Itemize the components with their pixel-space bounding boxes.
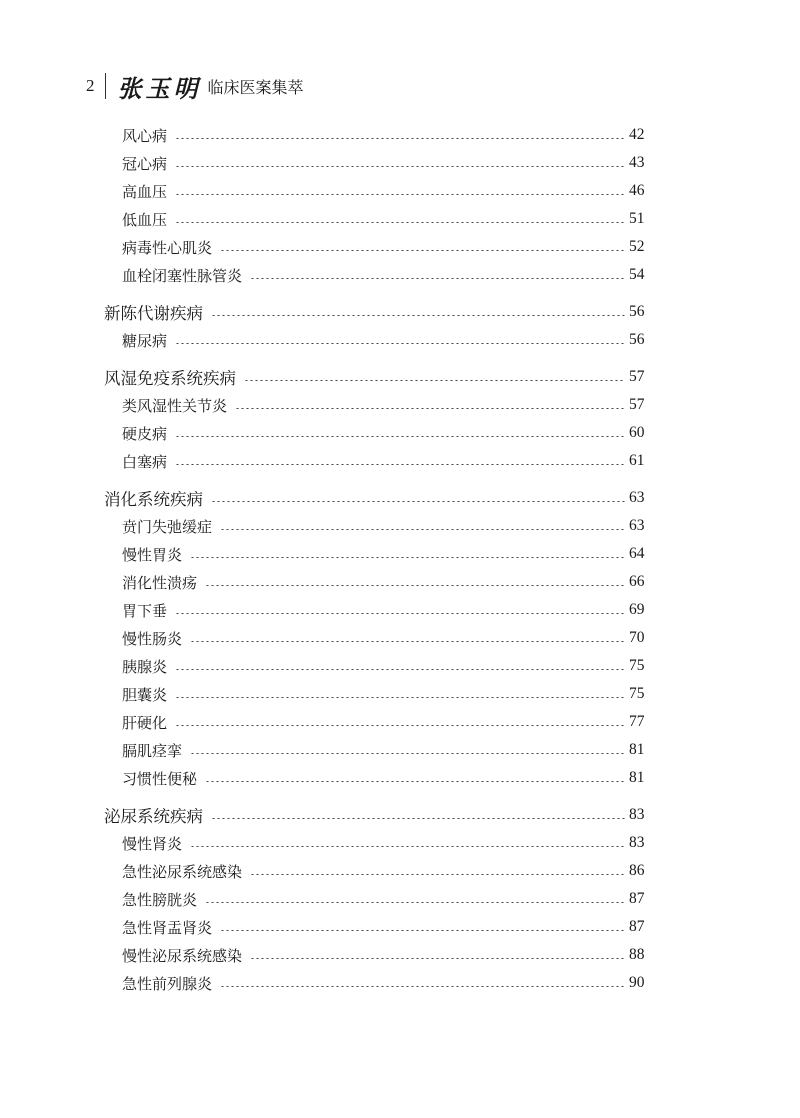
page-ref: 81	[629, 769, 645, 786]
toc-entry[interactable]	[0, 624, 800, 652]
entry-title: 病毒性心肌炎	[122, 238, 213, 257]
entry-title: 习惯性便秘	[122, 769, 198, 788]
page-ref: 87	[629, 918, 645, 935]
toc-entry[interactable]	[0, 568, 800, 596]
page-ref: 90	[629, 974, 645, 991]
dot-leader	[175, 343, 625, 344]
section-title: 消化系统疾病	[104, 490, 203, 509]
toc-entry[interactable]	[0, 205, 800, 233]
entry-title: 贲门失弛缓症	[122, 517, 213, 536]
toc-entry[interactable]	[0, 941, 800, 969]
page-ref: 57	[629, 368, 645, 385]
entry-title: 慢性胃炎	[122, 545, 183, 564]
dot-leader	[244, 380, 625, 381]
entry-title: 糖尿病	[122, 331, 168, 350]
entry-title: 风心病	[122, 126, 168, 145]
page-ref: 77	[629, 713, 645, 730]
page-ref: 83	[629, 834, 645, 851]
toc-section	[0, 484, 800, 792]
dot-leader	[211, 818, 625, 819]
page-ref: 61	[629, 452, 645, 469]
entry-title: 类风湿性关节炎	[122, 396, 228, 415]
page-number: 2	[86, 76, 95, 95]
entry-title: 胰腺炎	[122, 657, 168, 676]
dot-leader	[175, 697, 625, 698]
page-ref: 63	[629, 489, 645, 506]
toc-section-heading[interactable]	[0, 801, 800, 829]
entry-title: 胃下垂	[122, 601, 168, 620]
entry-title: 胆囊炎	[122, 685, 168, 704]
toc-section-heading[interactable]	[0, 484, 800, 512]
toc-entry[interactable]	[0, 969, 800, 997]
dot-leader	[175, 669, 625, 670]
entry-title: 急性肾盂肾炎	[122, 918, 213, 937]
entry-title: 急性前列腺炎	[122, 974, 213, 993]
dot-leader	[175, 138, 625, 139]
toc-section	[0, 298, 800, 354]
dot-leader	[175, 166, 625, 167]
entry-title: 慢性肾炎	[122, 834, 183, 853]
entry-title: 白塞病	[122, 452, 168, 471]
entry-title: 肝硬化	[122, 713, 168, 732]
page-ref: 43	[629, 154, 645, 171]
page-ref: 52	[629, 238, 645, 255]
entry-title: 硬皮病	[122, 424, 168, 443]
page-ref: 63	[629, 517, 645, 534]
page-ref: 66	[629, 573, 645, 590]
entry-title: 高血压	[122, 182, 168, 201]
page-ref: 75	[629, 657, 645, 674]
toc-section-heading[interactable]	[0, 298, 800, 326]
page-ref: 46	[629, 182, 645, 199]
entry-title: 低血压	[122, 210, 168, 229]
toc-entry[interactable]	[0, 857, 800, 885]
section-title: 风湿免疫系统疾病	[104, 369, 236, 388]
entry-title: 血栓闭塞性脉管炎	[122, 266, 243, 285]
toc-entry[interactable]	[0, 596, 800, 624]
toc-entry[interactable]	[0, 764, 800, 792]
page-header	[86, 72, 304, 103]
section-title: 新陈代谢疾病	[104, 304, 203, 323]
entry-title: 冠心病	[122, 154, 168, 173]
toc-entry[interactable]	[0, 149, 800, 177]
toc-section	[0, 121, 800, 289]
toc-entry[interactable]	[0, 391, 800, 419]
toc-section	[0, 363, 800, 475]
dot-leader	[190, 846, 625, 847]
page-ref: 64	[629, 545, 645, 562]
dot-leader	[235, 408, 625, 409]
page-ref: 83	[629, 806, 645, 823]
page-ref: 42	[629, 126, 645, 143]
toc-entry[interactable]	[0, 447, 800, 475]
page-ref: 57	[629, 396, 645, 413]
dot-leader	[175, 222, 625, 223]
toc-entry[interactable]	[0, 326, 800, 354]
toc-entry[interactable]	[0, 913, 800, 941]
toc-entry[interactable]	[0, 261, 800, 289]
dot-leader	[211, 501, 625, 502]
dot-leader	[205, 585, 625, 586]
toc-entry[interactable]	[0, 233, 800, 261]
dot-leader	[220, 250, 625, 251]
entry-title: 急性泌尿系统感染	[122, 862, 243, 881]
toc-entry[interactable]	[0, 680, 800, 708]
table-of-contents	[0, 121, 800, 1006]
page-ref: 86	[629, 862, 645, 879]
dot-leader	[190, 641, 625, 642]
toc-entry[interactable]	[0, 540, 800, 568]
entry-title: 消化性溃疡	[122, 573, 198, 592]
toc-entry[interactable]	[0, 652, 800, 680]
page-ref: 70	[629, 629, 645, 646]
page-ref: 60	[629, 424, 645, 441]
dot-leader	[190, 557, 625, 558]
dot-leader	[175, 725, 625, 726]
entry-title: 慢性泌尿系统感染	[122, 946, 243, 965]
page-ref: 75	[629, 685, 645, 702]
entry-title: 膈肌痉挛	[122, 741, 183, 760]
toc-section	[0, 801, 800, 997]
header-divider	[105, 73, 106, 99]
entry-title: 慢性肠炎	[122, 629, 183, 648]
toc-section-heading[interactable]	[0, 363, 800, 391]
page-ref: 87	[629, 890, 645, 907]
entry-title: 急性膀胱炎	[122, 890, 198, 909]
dot-leader	[211, 315, 625, 316]
dot-leader	[175, 436, 625, 437]
toc-entry[interactable]	[0, 885, 800, 913]
dot-leader	[205, 781, 625, 782]
dot-leader	[205, 902, 625, 903]
page-ref: 88	[629, 946, 645, 963]
page-ref: 69	[629, 601, 645, 618]
toc-entry[interactable]	[0, 419, 800, 447]
toc-entry[interactable]	[0, 512, 800, 540]
dot-leader	[220, 986, 625, 987]
toc-entry[interactable]	[0, 121, 800, 149]
dot-leader	[175, 613, 625, 614]
toc-entry[interactable]	[0, 177, 800, 205]
dot-leader	[175, 194, 625, 195]
dot-leader	[190, 753, 625, 754]
dot-leader	[175, 464, 625, 465]
dot-leader	[250, 278, 625, 279]
page-ref: 54	[629, 266, 645, 283]
page-ref: 56	[629, 303, 645, 320]
dot-leader	[250, 874, 625, 875]
page-ref: 51	[629, 210, 645, 227]
book-title: 临床医案集萃	[207, 77, 304, 97]
toc-entry[interactable]	[0, 829, 800, 857]
dot-leader	[250, 958, 625, 959]
dot-leader	[220, 529, 625, 530]
section-title: 泌尿系统疾病	[104, 807, 203, 826]
toc-entry[interactable]	[0, 708, 800, 736]
page-ref: 81	[629, 741, 645, 758]
dot-leader	[220, 930, 625, 931]
toc-entry[interactable]	[0, 736, 800, 764]
author-name: 张玉明	[117, 73, 202, 103]
page-ref: 56	[629, 331, 645, 348]
